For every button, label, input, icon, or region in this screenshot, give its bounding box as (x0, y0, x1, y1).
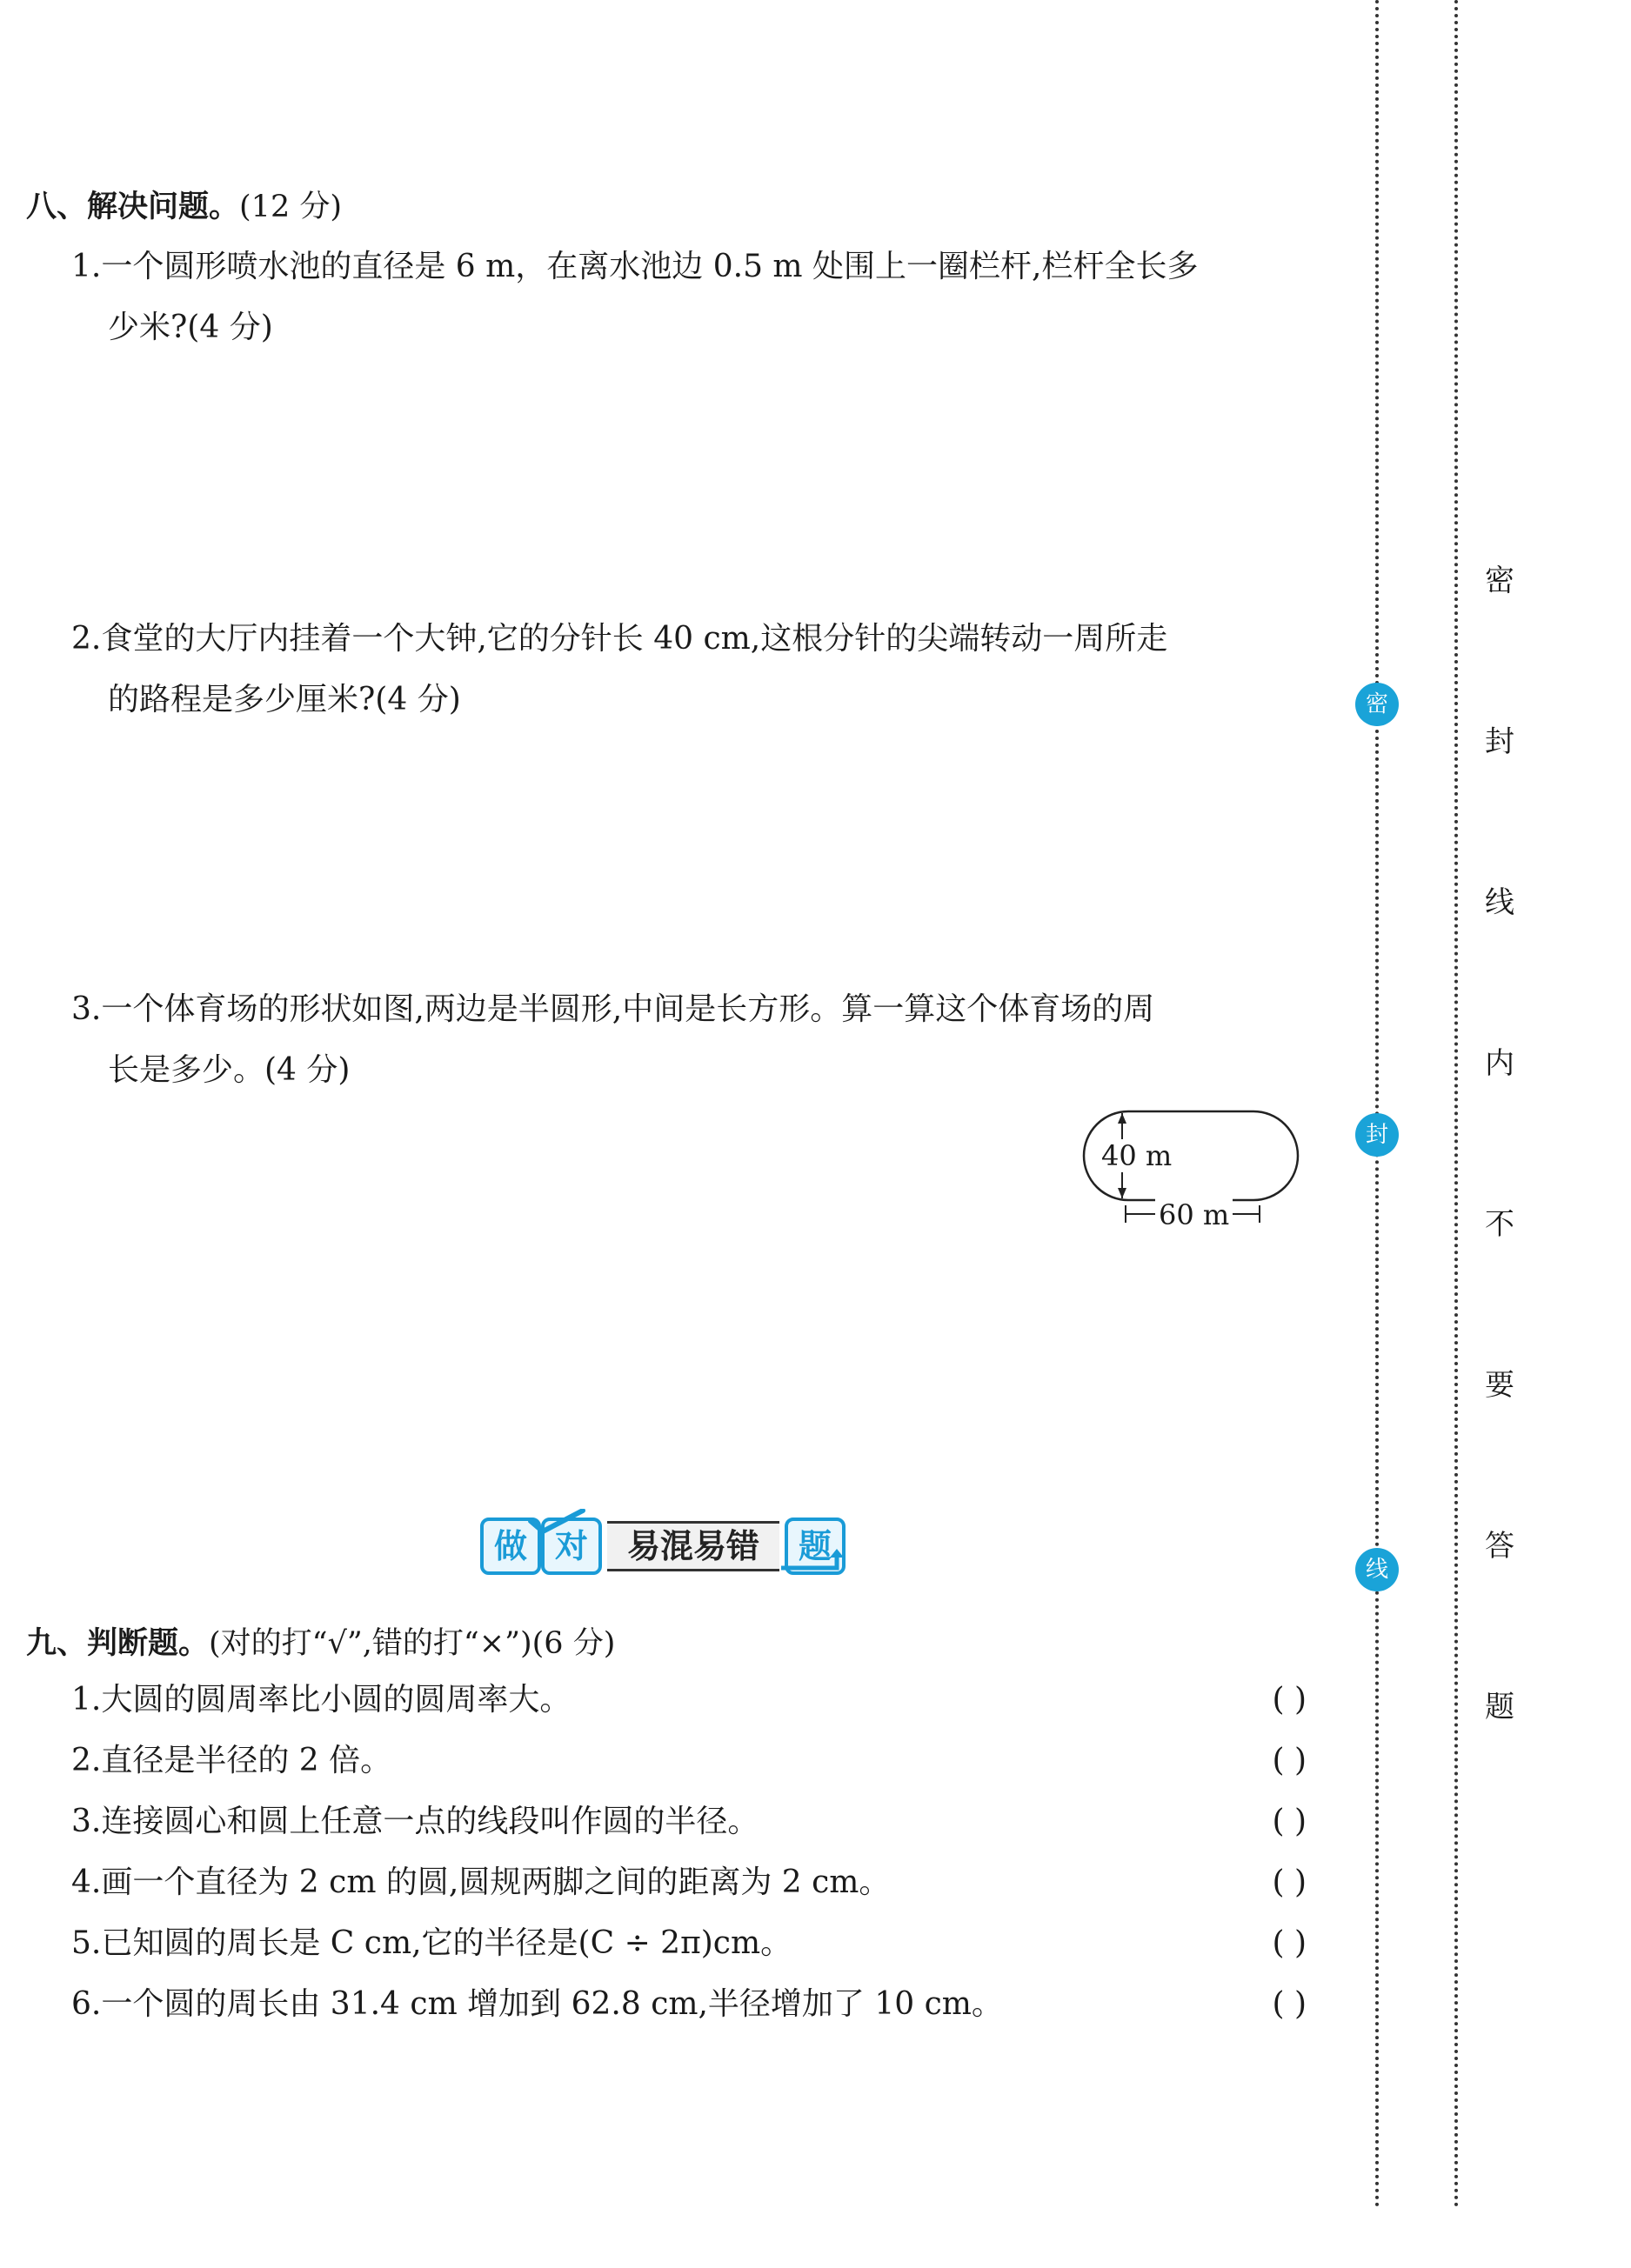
answer-blank[interactable]: ( ) (1272, 1864, 1307, 1900)
return-arrow-icon (776, 1549, 849, 1575)
seal-char-2: 封 (1485, 724, 1514, 759)
judge-item-1 (71, 1670, 1307, 1731)
answer-blank[interactable]: ( ) (1272, 1925, 1307, 1961)
seal-char-4: 内 (1485, 1046, 1514, 1081)
judge-number: 3. (71, 1804, 102, 1839)
question-text-line1: 一个体育场的形状如图,两边是半圆形,中间是长方形。算一算这个体育场的周 (101, 991, 1155, 1027)
banner-char-2: 对 (541, 1518, 602, 1575)
judge-statement: 已知圆的周长是 C cm,它的半径是(C ÷ 2π)cm。 (101, 1925, 792, 1961)
judge-number: 1. (71, 1682, 102, 1718)
section9-heading (26, 1619, 615, 1663)
check-icon (527, 1509, 588, 1535)
stadium-height-label: 40 m (1101, 1139, 1173, 1172)
answer-blank[interactable]: ( ) (1272, 1682, 1307, 1718)
judge-text (71, 1731, 391, 1791)
banner-middle-text: 易混易错 (607, 1521, 779, 1571)
question-3-line2: 长是多少。(4 分) (108, 1052, 351, 1088)
question-3 (71, 979, 1154, 1040)
judge-item-3 (71, 1791, 1307, 1852)
question-2 (71, 609, 1167, 670)
answer-blank[interactable]: ( ) (1272, 1986, 1307, 2022)
seal-char-1: 密 (1485, 564, 1514, 598)
question-text-line1: 一个圆形喷水池的直径是 6 m，在离水池边 0.5 m 处围上一圈栏杆,栏杆全长多 (101, 249, 1199, 284)
seal-char-6: 要 (1485, 1368, 1514, 1403)
section8-heading (26, 183, 342, 226)
judge-text (71, 1670, 571, 1731)
judge-number: 2. (71, 1743, 102, 1778)
judge-item-4 (71, 1852, 1307, 1913)
seal-bubble-mi: 密 (1355, 683, 1399, 726)
question-1 (71, 237, 1198, 297)
question-2-line2: 的路程是多少厘米?(4 分) (108, 682, 461, 717)
answer-blank[interactable]: ( ) (1272, 1743, 1307, 1778)
seal-dotted-line-right (1454, 0, 1458, 2209)
judge-number: 4. (71, 1864, 102, 1900)
judge-statement: 直径是半径的 2 倍。 (101, 1743, 392, 1778)
question-number: 1. (71, 249, 102, 284)
judge-text (71, 1974, 1003, 2035)
answer-blank[interactable]: ( ) (1272, 1804, 1307, 1839)
seal-dotted-line-left (1375, 0, 1379, 2209)
stadium-figure (1079, 1104, 1305, 1231)
judge-statement: 一个圆的周长由 31.4 cm 增加到 62.8 cm,半径增加了 10 cm。 (101, 1986, 1003, 2022)
seal-char-3: 线 (1485, 885, 1514, 920)
seal-char-5: 不 (1485, 1207, 1514, 1242)
judge-text (71, 1791, 759, 1852)
section8-score: (12 分) (239, 190, 342, 224)
stadium-length-label: 60 m (1155, 1198, 1233, 1231)
judge-text (71, 1913, 792, 1974)
question-text-line1: 食堂的大厅内挂着一个大钟,它的分针长 40 cm,这根分针的尖端转动一周所走 (101, 621, 1168, 657)
section9-note: (对的打“√”,错的打“×”)(6 分) (209, 1626, 616, 1661)
banner-char-4: 题 (785, 1518, 846, 1575)
judge-number: 5. (71, 1925, 102, 1961)
judge-item-6 (71, 1974, 1307, 2035)
judge-item-5 (71, 1913, 1307, 1974)
seal-char-8: 题 (1485, 1690, 1514, 1724)
question-number: 2. (71, 621, 102, 657)
section9-title: 九、判断题。 (26, 1626, 210, 1661)
question-number: 3. (71, 991, 102, 1027)
banner-char-1: 做 (480, 1518, 541, 1575)
error-prone-banner (480, 1509, 846, 1575)
judge-number: 6. (71, 1986, 102, 2022)
judge-statement: 画一个直径为 2 cm 的圆,圆规两脚之间的距离为 2 cm。 (101, 1864, 891, 1900)
question-1-line2: 少米?(4 分) (108, 310, 273, 345)
judge-item-2 (71, 1731, 1307, 1791)
judge-statement: 大圆的圆周率比小圆的圆周率大。 (101, 1682, 572, 1718)
seal-char-7: 答 (1485, 1529, 1514, 1564)
seal-bubble-feng: 封 (1355, 1113, 1399, 1157)
seal-bubble-xian: 线 (1355, 1548, 1399, 1591)
judge-text (71, 1852, 890, 1913)
judge-statement: 连接圆心和圆上任意一点的线段叫作圆的半径。 (101, 1804, 759, 1839)
section8-title: 八、解决问题。 (26, 190, 240, 224)
